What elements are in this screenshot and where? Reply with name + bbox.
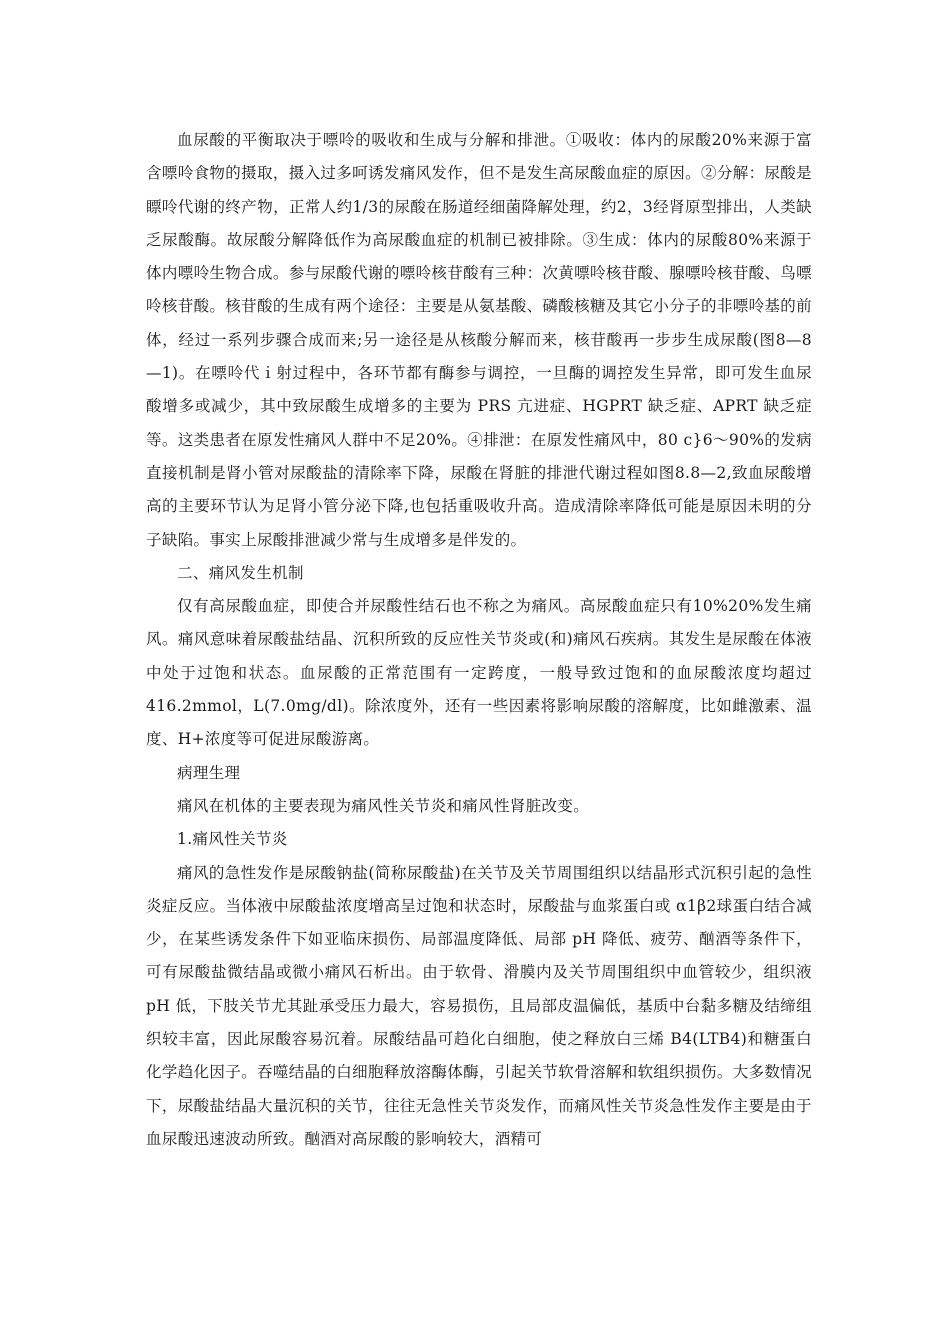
section-heading-gout-mechanism: 二、痛风发生机制 — [177, 563, 304, 582]
section-heading-pathophysiology: 病理生理 — [177, 763, 241, 782]
paragraph-hyperuricemia: 仅有高尿酸血症，即使合并尿酸性结石也不称之为痛风。高尿酸血症只有10%20%发生痛风。痛风意味着尿酸盐结晶、沉积所致的反应性关节炎或(和)痛风石疾病。其发生是尿酸在体液中处于过饱和状态。血尿酸的正常范围有一定跨度，一般导致过饱和的血尿酸浓度均超过416.2mmol，L(7.0mg/dl)。除浓度外，还有一些因素将影响尿酸的溶解度，比如雌激素、温度、H+浓度等可促进尿酸游离。 — [146, 597, 812, 749]
paragraph-main-manifestations: 痛风在机体的主要表现为痛风性关节炎和痛风性肾脏改变。 — [177, 796, 590, 815]
paragraph-acute-attack: 痛风的急性发作是尿酸钠盐(简称尿酸盐)在关节及关节周围组织以结晶形式沉积引起的急性炎症反应。当体液中尿酸盐浓度增高呈过饱和状态时，尿酸盐与血浆蛋白或 α1β2球蛋白结合减少，在某些诱发条件下如亚临床损伤、局部温度降低、局部 pH 降低、疲劳、酗酒等条件下，可有尿酸盐微结晶或微小痛风石析出。由于软骨、滑膜内及关节周围组织中血管较少，组织液 pH 低，下肢关节尤其趾承受压力最大，容易损伤，且局部皮温偏低，基质中台黏多糖及结缔组织较丰富，因此尿酸容易沉着。尿酸结晶可趋化白细胞，使之释放白三烯 B4(LTB4)和糖蛋白化学趋化因子。吞噬结晶的白细胞释放溶酶体酶，引起关节软骨溶解和软组织损伤。大多数情况下，尿酸盐结晶大量沉积的关节，往往无急性关节炎发作，而痛风性关节炎急性发作主要是由于血尿酸迅速波动所致。酗酒对高尿酸的影响较大，酒精可 — [146, 863, 812, 1148]
paragraph-uric-acid-balance: 血尿酸的平衡取决于嘌呤的吸收和生成与分解和排泄。①吸收：体内的尿酸20%来源于富含嘌呤食物的摄取，摄入过多呵诱发痛风发作，但不是发生高尿酸血症的原因。②分解：尿酸是瞟呤代谢的终产物，正常人约1/3的尿酸在肠道经细菌降解处理，约2，3经肾原型排出，人类缺乏尿酸酶。故尿酸分解降低作为高尿酸血症的机制已被排除。③生成：体内的尿酸80%来源于体内嘌呤生物合成。参与尿酸代谢的嘌呤核苷酸有三种：次黄嘌呤核苷酸、腺嘌呤核苷酸、鸟嘌呤核苷酸。核苷酸的生成有两个途径：主要是从氨基酸、磷酸核糖及其它小分子的非嘌呤基的前体，经过一系列步骤合成而来;另一途径是从核酸分解而来，核苷酸再一步步生成尿酸(图8—8—1)。在嘌呤代ｉ射过程中，各环节都有酶参与调控，一旦酶的调控发生异常，即可发生血尿酸增多或减少，其中致尿酸生成增多的主要为 PRS 亢进症、HGPRT 缺乏症、APRT 缺乏症等。这类患者在原发性痛风人群中不足20%。④排泄：在原发性痛风中，80 c}6～90%的发病直接机制是肾小管对尿酸盐的清除率下降，尿酸在肾脏的排泄代谢过程如图8.8—2,致血尿酸增高的主要环节认为足肾小管分泌下降,也包括重吸收升高。造成清除率降低可能是原因未明的分子缺陷。事实上尿酸排泄减少常与生成增多是伴发的。 — [146, 131, 812, 549]
subheading-gouty-arthritis: 1.痛风性关节炎 — [177, 830, 288, 849]
document-page — [146, 124, 812, 1156]
